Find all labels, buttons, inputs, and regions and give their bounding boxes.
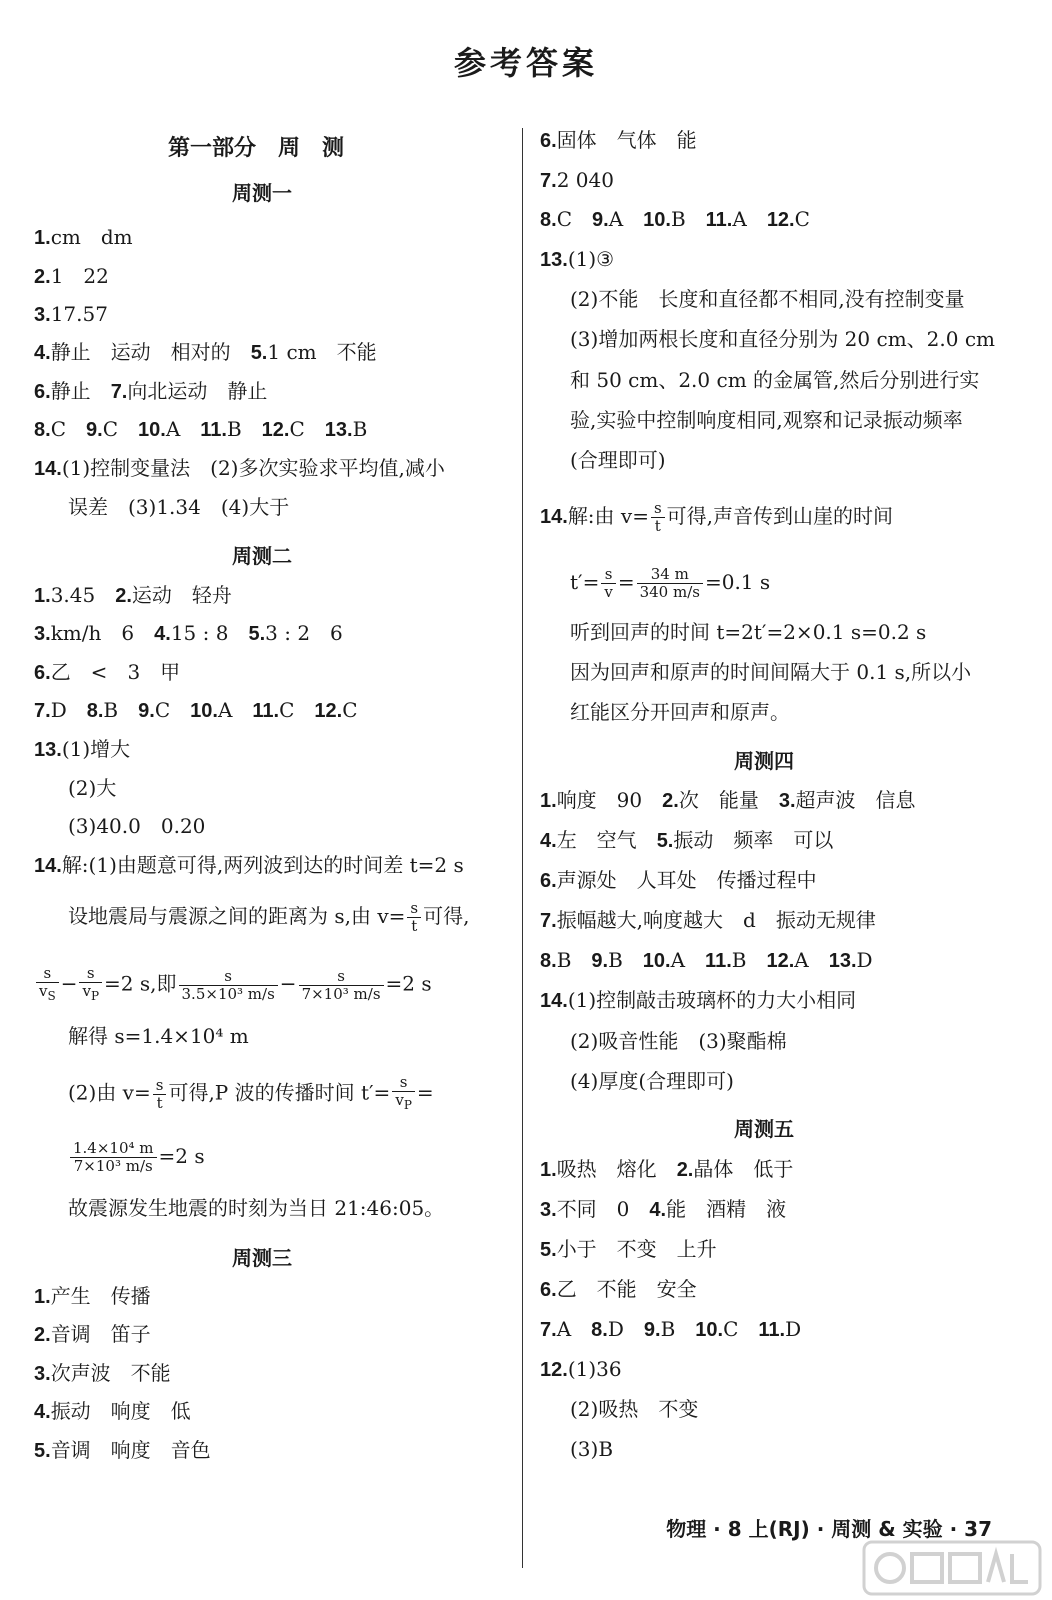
answer-line: 7.D 8.B 9.C 10.A 11.C 12.C	[34, 698, 358, 722]
answer-line: 3.次声波 不能	[34, 1361, 171, 1385]
part-heading: 第一部分 周 测	[168, 136, 345, 161]
answer-line: (3)增加两根长度和直径分别为 20 cm、2.0 cm	[570, 327, 995, 351]
answer-line: $\frac{s}{v_S}$ − $\frac{s}{v_P}$ =2 s,即 $\frac{s}{\text{3.5×10³ m/s}}$ − $\frac{s}{\text{7×10³ m/s}}$ =2 s	[34, 965, 432, 1005]
answer-line: 听到回声的时间 t=2t′=2×0.1 s=0.2 s	[570, 620, 927, 644]
answer-line: 5.音调 响度 音色	[34, 1438, 211, 1462]
answer-line: 1.cm dm	[34, 225, 133, 249]
answer-line: 6.静止 7.向北运动 静止	[34, 379, 268, 403]
answer-line: (3)40.0 0.20	[68, 814, 206, 838]
answer-line: 14.解:由 v= $\frac{s}{t}$ 可得,声音传到山崖的时间	[540, 499, 894, 535]
fraction: $\frac{s}{\text{3.5×10³ m/s}}$	[179, 968, 278, 1003]
answer-line: 验,实验中控制响度相同,观察和记录振动频率	[570, 408, 963, 432]
fraction: $\frac{s}{t}$	[651, 500, 665, 535]
answer-line: 6.声源处 人耳处 传播过程中	[540, 868, 817, 892]
page-footer: 物理 · 8 上(RJ) · 周测 & 实验 · 37	[666, 1517, 992, 1541]
answer-line: 8.C 9.A 10.B 11.A 12.C	[540, 207, 810, 231]
answer-line: 1.吸热 熔化 2.晶体 低于	[540, 1157, 794, 1181]
answer-line: 7.振幅越大,响度越大 d 振动无规律	[540, 908, 876, 932]
section-heading-week4: 周测四	[734, 749, 794, 773]
answer-line: 3.17.57	[34, 302, 108, 326]
answer-line: 4.静止 运动 相对的 5.1 cm 不能	[34, 340, 377, 364]
answer-line: 1.产生 传播	[34, 1284, 151, 1308]
fraction: $\frac{s}{v_S}$	[36, 965, 59, 1005]
section-heading-week3: 周测三	[232, 1246, 292, 1270]
answer-line: 和 50 cm、2.0 cm 的金属管,然后分别进行实	[570, 368, 980, 392]
fraction: $\frac{s}{t}$	[153, 1077, 167, 1112]
answer-line: 8.B 9.B 10.A 11.B 12.A 13.D	[540, 948, 873, 972]
answer-line: 2.1 22	[34, 264, 109, 288]
answer-line: 3.km/h 6 4.15 : 8 5.3 : 2 6	[34, 621, 343, 645]
fraction: $\frac{s}{\text{7×10³ m/s}}$	[299, 968, 384, 1003]
watermark-logo	[862, 1540, 1042, 1596]
section-heading-week1: 周测一	[232, 181, 292, 205]
answer-line: 5.小于 不变 上升	[540, 1237, 717, 1261]
answer-line: 14.(1)控制变量法 (2)多次实验求平均值,减小	[34, 456, 445, 480]
answer-line: 7.2 040	[540, 168, 614, 192]
answer-line: 6.固体 气体 能	[540, 128, 697, 152]
answer-line: 8.C 9.C 10.A 11.B 12.C 13.B	[34, 417, 368, 441]
answer-line: (4)厚度(合理即可)	[570, 1069, 734, 1093]
answer-line: 4.振动 响度 低	[34, 1399, 191, 1423]
answer-line: (3)B	[570, 1437, 614, 1461]
fraction: $\frac{s}{v_P}$	[79, 965, 102, 1005]
fraction: $\frac{s}{v_P}$	[392, 1074, 415, 1114]
answer-line: 14.解:(1)由题意可得,两列波到达的时间差 t=2 s	[34, 853, 464, 877]
fraction: $\frac{s}{v}$	[601, 566, 615, 601]
fraction: $\frac{34 m}{340 m/s}$	[637, 566, 703, 601]
answer-line: 3.不同 0 4.能 酒精 液	[540, 1197, 787, 1221]
answer-line: 14.(1)控制敲击玻璃杯的力大小相同	[540, 988, 857, 1012]
answer-line: 13.(1)增大	[34, 737, 131, 761]
section-heading-week5: 周测五	[734, 1117, 794, 1141]
page-title: 参考答案	[453, 44, 598, 82]
answer-line: (2)大	[68, 776, 117, 800]
answer-line: 1.响度 90 2.次 能量 3.超声波 信息	[540, 788, 916, 812]
fraction: $\frac{s}{t}$	[407, 900, 421, 935]
answer-line: 设地震局与震源之间的距离为 s,由 v= $\frac{s}{t}$ 可得,	[68, 899, 470, 935]
answer-line: (2)由 v= $\frac{s}{t}$ 可得,P 波的传播时间 t′= $\frac{s}{v_P}$ =	[68, 1073, 434, 1112]
answer-line: 7.A 8.D 9.B 10.C 11.D	[540, 1317, 802, 1341]
answer-line: (合理即可)	[570, 448, 666, 472]
answer-line: 6.乙 < 3 甲	[34, 660, 181, 684]
answer-line: 13.(1)③	[540, 247, 615, 271]
answer-line: 2.音调 笛子	[34, 1322, 151, 1346]
answer-line: 因为回声和原声的时间间隔大于 0.1 s,所以小	[570, 660, 972, 684]
answer-line: 红能区分开回声和原声。	[570, 700, 790, 724]
answer-line: 故震源发生地震的时刻为当日 21:46:05。	[68, 1196, 445, 1220]
answer-line: t′= $\frac{s}{v}$ = $\frac{34 m}{340 m/s}$ =0.1 s	[570, 565, 771, 601]
column-divider	[522, 128, 523, 1568]
fraction: $\frac{\text{1.4×10⁴ m}}{\text{7×10³ m/s}}$	[70, 1140, 157, 1175]
answer-line: (2)吸热 不变	[570, 1397, 699, 1421]
answer-line: 误差 (3)1.34 (4)大于	[68, 495, 290, 519]
answer-line: $\frac{\text{1.4×10⁴ m}}{\text{7×10³ m/s}}$ =2 s	[68, 1140, 205, 1175]
answer-line: 12.(1)36	[540, 1357, 622, 1381]
answer-line: 1.3.45 2.运动 轻舟	[34, 583, 232, 607]
answer-line: (2)吸音性能 (3)聚酯棉	[570, 1029, 787, 1053]
answer-line: (2)不能 长度和直径都不相同,没有控制变量	[570, 287, 965, 311]
answer-line: 6.乙 不能 安全	[540, 1277, 697, 1301]
answer-line: 4.左 空气 5.振动 频率 可以	[540, 828, 834, 852]
section-heading-week2: 周测二	[232, 544, 292, 568]
answer-line: 解得 s=1.4×10⁴ m	[68, 1024, 249, 1048]
